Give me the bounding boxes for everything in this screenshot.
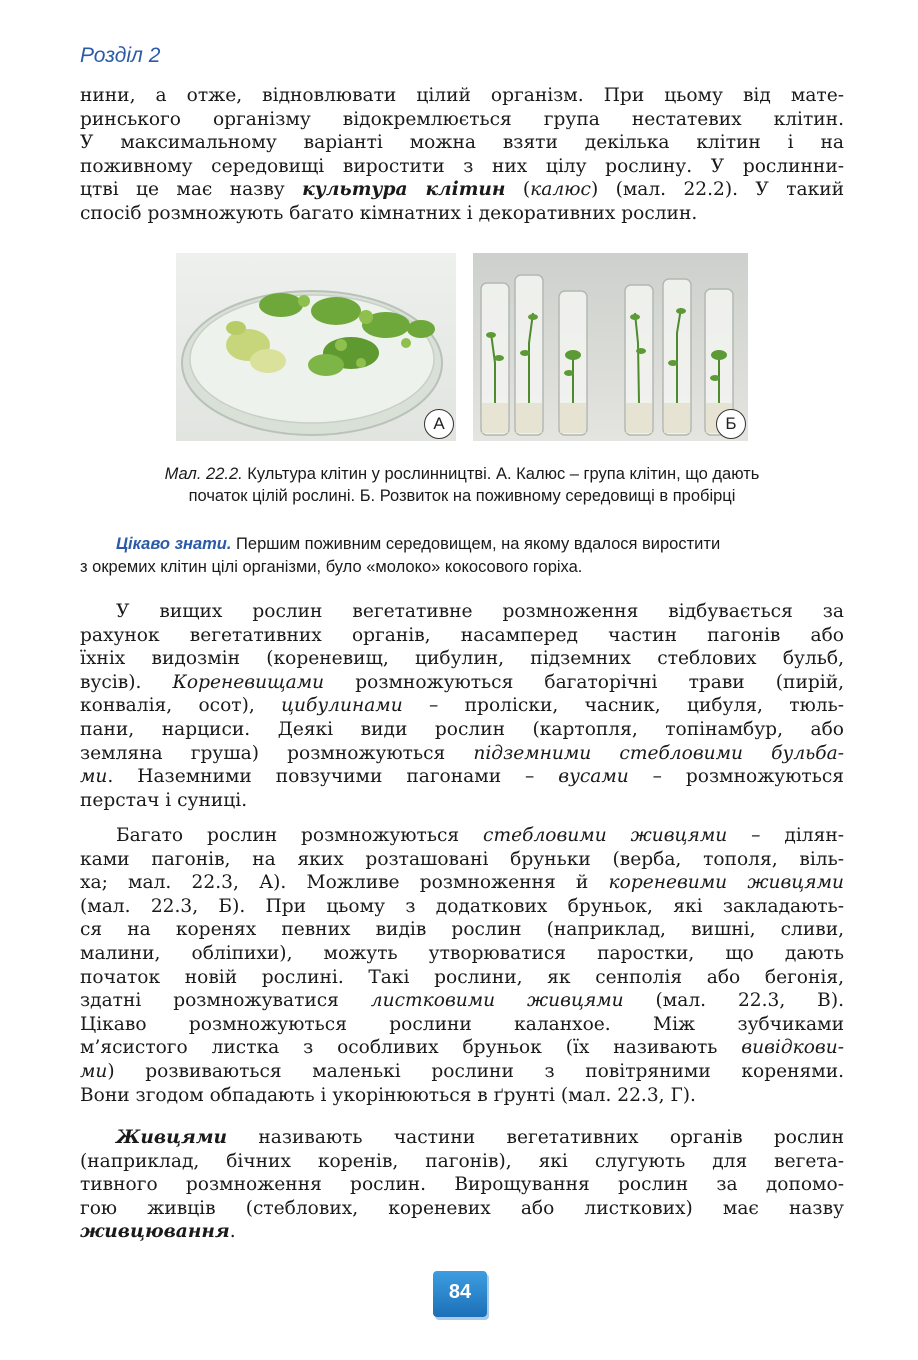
text-line (80, 1126, 844, 1150)
text-line (80, 1197, 844, 1221)
text-line (80, 1036, 844, 1060)
text-segment: нини, а отже, відновлювати цілий організм. При цьому від мате- (80, 85, 844, 106)
text-line (80, 202, 844, 226)
text-line (80, 1013, 844, 1037)
text-line (80, 718, 844, 742)
emphasized-term: культура клітин (302, 179, 506, 201)
text-line (80, 155, 844, 179)
caption-label: Мал. 22.2. (164, 465, 243, 483)
text-line (80, 131, 844, 155)
text-line (80, 178, 844, 202)
text-segment: (мал. 22.3, В). (623, 990, 844, 1012)
text-segment: гою живців (стеблових, кореневих або листкових) має назву (80, 1197, 844, 1219)
text-segment: їхніх видозмін (кореневищ, цибулин, підземних стеблових бульб, (80, 648, 844, 670)
text-segment: вусів). (80, 671, 173, 693)
text-line (80, 966, 844, 990)
emphasized-term: цибулинами (281, 695, 403, 717)
emphasized-term: підземними стебловими бульба- (473, 742, 844, 764)
text-line (80, 1084, 844, 1108)
emphasized-term: стебловими живцями (483, 825, 728, 846)
text-segment: – ділян- (727, 825, 844, 846)
emphasized-term: ми (80, 766, 108, 788)
test-tubes-illustration (473, 253, 748, 441)
emphasized-term: калюс (530, 179, 591, 201)
text-segment: початок новій рослині. Такі рослини, як сенполія або бегонія, (80, 966, 844, 988)
text-segment: ками пагонів, на яких розташовані бруньки (верба, тополя, віль- (80, 848, 844, 870)
callus-petri-dish-illustration (176, 253, 456, 441)
text-line (80, 624, 844, 648)
paragraph-4 (80, 1126, 844, 1244)
caption-text-2: початок цілій рослині. Б. Розвиток на поживному середовищі в пробірці (188, 487, 736, 505)
text-segment: ся на коренях певних видів рослин (наприклад, вишні, сливи, (80, 919, 844, 941)
emphasized-term: кореневими живцями (608, 872, 844, 894)
emphasized-term: вивідкови- (741, 1037, 844, 1059)
caption-text-1: Культура клітин у рослинництві. А. Калюс – група клітин, що дають (242, 465, 760, 483)
text-line (80, 671, 844, 695)
text-line (80, 989, 844, 1013)
interesting-fact-note (80, 533, 844, 579)
text-segment: ринського організму відокремлюється група нестатевих клітин. (80, 108, 844, 130)
text-line (80, 647, 844, 671)
text-segment: здатні розмножуватися (80, 990, 371, 1012)
figure-caption (80, 463, 844, 507)
text-segment: конвалія, осот), (80, 695, 282, 717)
emphasized-term: Живцями (116, 1127, 228, 1148)
emphasized-term: живцювання (80, 1221, 230, 1243)
text-segment: м’ясистого листка з особливих бруньок (їх називають (80, 1037, 742, 1059)
figure-label-b: Б (716, 409, 746, 439)
text-segment: ( (505, 179, 531, 201)
text-line (80, 1060, 844, 1084)
text-segment: перстач і суниці. (80, 789, 248, 811)
text-line (80, 871, 844, 895)
text-line (80, 600, 844, 624)
text-segment: – проліски, часник, цибуля, тюль- (402, 695, 844, 717)
paragraph-1 (80, 84, 844, 226)
text-segment: рахунок вегетативних органів, насамперед частин пагонів або (80, 624, 844, 646)
text-segment: земляна груша) розмножуються (80, 742, 474, 764)
text-segment: (наприклад, бічних коренів, пагонів), які слугують для вегета- (80, 1150, 844, 1172)
text-segment: ) (мал. 22.2). У такий (590, 179, 844, 201)
text-segment: Багато рослин розмножуються (116, 825, 484, 846)
text-line (80, 1220, 844, 1244)
figure-image-b (473, 253, 748, 441)
page-number: 84 (433, 1271, 487, 1317)
text-line (80, 942, 844, 966)
emphasized-term: листковими живцями (370, 990, 624, 1012)
text-segment: пани, нарциси. Деякі види рослин (картопля, топінамбур, або (80, 718, 844, 740)
text-segment: називають частини вегетативних органів рослин (227, 1127, 844, 1148)
text-segment: цтві це має назву (80, 179, 303, 201)
text-segment: розмножуються багаторічні трави (пирій, (324, 671, 844, 693)
text-segment: поживному середовищі виростити з них цілу рослину. У рослинни- (80, 155, 844, 177)
figure-image-a (176, 253, 456, 441)
text-line (80, 84, 844, 108)
note-heading: Цікаво знати. (116, 535, 232, 553)
text-segment: . Наземними повзучими пагонами – (107, 766, 559, 788)
paragraph-3 (80, 824, 844, 1107)
text-line (80, 694, 844, 718)
text-line (80, 918, 844, 942)
text-segment: . (229, 1221, 236, 1243)
text-line (80, 742, 844, 766)
text-segment: тивного розмноження рослин. Вирощування рослин за допомо- (80, 1174, 844, 1196)
note-text-1: Першим поживним середовищем, на якому вдалося виростити (231, 535, 721, 553)
emphasized-term: ми (80, 1060, 108, 1082)
emphasized-term: Кореневищами (172, 671, 325, 693)
text-segment: Вони згодом обпадають і укорінюються в ґрунті (мал. 22.3, Г). (80, 1084, 696, 1106)
figure-label-a: А (424, 409, 454, 439)
text-line (80, 824, 844, 848)
text-line (80, 848, 844, 872)
text-segment: У вищих рослин вегетативне розмноження відбувається за (116, 601, 844, 622)
text-segment: (мал. 22.3, Б). При цьому з додаткових бруньок, які закладають- (80, 895, 844, 917)
text-line (80, 789, 844, 813)
text-segment: ха; мал. 22.3, А). Можливе розмноження й (80, 872, 609, 894)
text-line (80, 1150, 844, 1174)
text-line (80, 1173, 844, 1197)
text-line (80, 108, 844, 132)
paragraph-2 (80, 600, 844, 812)
text-segment: ) розвиваються маленькі рослини з повітряними коренями. (107, 1060, 844, 1082)
text-segment: спосіб розмножують багато кімнатних і декоративних рослин. (80, 202, 698, 224)
emphasized-term: вусами (558, 766, 629, 788)
text-segment: малини, обліпихи), можуть утворюватися паростки, що дають (80, 942, 844, 964)
text-segment: У максимальному варіанті можна взяти декілька клітин і на (80, 132, 844, 154)
text-segment: – розмножуються (628, 766, 844, 788)
text-segment: Цікаво розмножуються рослини каланхое. Між зубчиками (80, 1013, 844, 1035)
note-text-2: з окремих клітин цілі організми, було «молоко» кокосового горіха. (80, 558, 583, 576)
text-line (80, 895, 844, 919)
section-header: Розділ 2 (80, 44, 161, 67)
text-line (80, 765, 844, 789)
